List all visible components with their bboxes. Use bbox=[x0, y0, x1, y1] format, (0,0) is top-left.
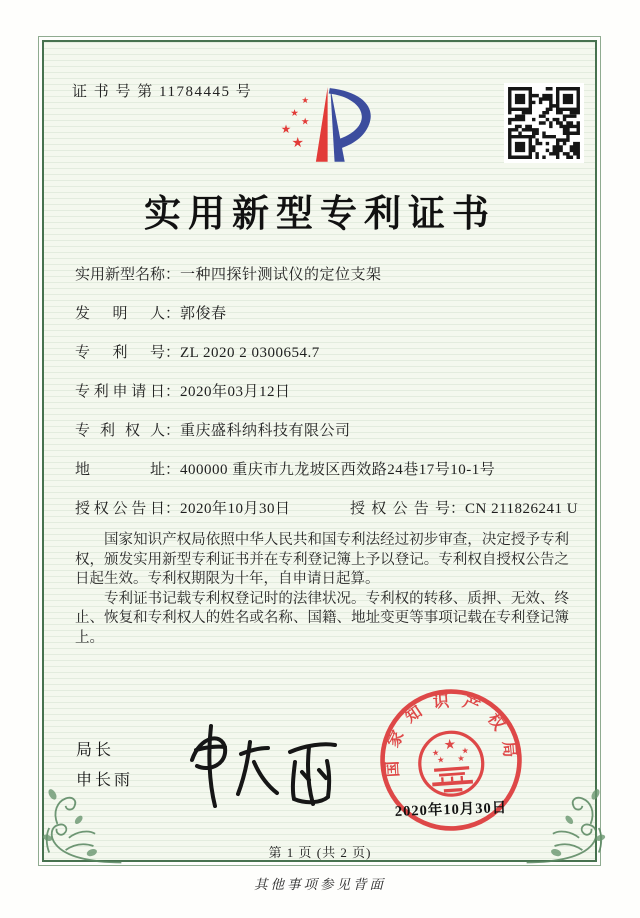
svg-text:★: ★ bbox=[291, 134, 304, 151]
field-inventor: 发明人：郭俊春 bbox=[75, 302, 575, 323]
svg-text:★: ★ bbox=[300, 116, 310, 128]
field-label: 授权公告号 bbox=[350, 501, 451, 517]
certificate-number: 证 书 号 第 11784445 号 bbox=[72, 84, 253, 100]
field-value: ZL 2020 2 0300654.7 bbox=[180, 345, 320, 361]
field-label: 实用新型名称 bbox=[75, 267, 166, 283]
director-signature-image bbox=[178, 720, 340, 810]
field-label: 专利申请日 bbox=[75, 384, 165, 400]
reverse-side-note: 其他事项参见背面 bbox=[254, 877, 386, 892]
field-grant-date-and-number: 授权公告日：2020年10月30日 授权公告号：CN 211826241 U bbox=[75, 497, 575, 518]
svg-text:★: ★ bbox=[290, 107, 299, 119]
field-label: 地址 bbox=[75, 462, 165, 478]
director-title: 局长 bbox=[76, 742, 115, 759]
svg-text:★: ★ bbox=[457, 752, 466, 764]
field-label: 专利号 bbox=[75, 345, 165, 361]
legal-text bbox=[75, 531, 569, 648]
field-value: 重庆盛科纳科技有限公司 bbox=[180, 423, 351, 439]
svg-text:★: ★ bbox=[443, 736, 457, 754]
field-label: 专利权人 bbox=[75, 423, 165, 439]
qr-code bbox=[504, 83, 584, 163]
field-value: 郭俊春 bbox=[180, 306, 227, 322]
cnipa-patent-logo-icon bbox=[272, 86, 379, 166]
certificate-title: 实用新型专利证书 bbox=[144, 194, 496, 235]
field-patentee: 专利权人：重庆盛科纳科技有限公司 bbox=[75, 419, 575, 440]
field-utility-model-name: 实用新型名称：一种四探针测试仪的定位支架 bbox=[75, 263, 575, 284]
national-emblem-icon bbox=[418, 730, 485, 797]
legal-paragraph-2: 专利证书记载专利权登记时的法律状况。专利权的转移、质押、无效、终止、恢复和专利权人的姓名或名称、国籍、地址变更等事项记载在专利登记簿上。 bbox=[75, 590, 569, 646]
seal-agency-text: 国家知识产权局 bbox=[383, 692, 519, 778]
field-address: 地址：400000 重庆市九龙坡区西效路24巷17号10-1号 bbox=[75, 458, 575, 479]
field-value: 2020年10月30日 bbox=[180, 501, 291, 517]
field-value: CN 211826241 U bbox=[465, 501, 579, 517]
page-number: 第 1 页 (共 2 页) bbox=[268, 845, 372, 860]
director-name: 申长雨 bbox=[76, 772, 134, 789]
field-value: 2020年03月12日 bbox=[180, 384, 291, 400]
svg-text:★: ★ bbox=[461, 745, 470, 756]
svg-text:★: ★ bbox=[436, 754, 445, 765]
svg-text:★: ★ bbox=[301, 96, 310, 107]
field-filing-date: 专利申请日：2020年03月12日 bbox=[75, 380, 575, 401]
field-value: 一种四探针测试仪的定位支架 bbox=[180, 267, 382, 283]
certificate-fields bbox=[75, 263, 579, 536]
field-label: 授权公告日 bbox=[75, 501, 165, 517]
field-value: 400000 重庆市九龙坡区西效路24巷17号10-1号 bbox=[180, 462, 496, 478]
field-label: 发明人 bbox=[75, 306, 165, 322]
svg-text:★: ★ bbox=[431, 747, 440, 758]
seal-date: 2020年10月30日 bbox=[394, 800, 508, 820]
legal-paragraph-1: 国家知识产权局依照中华人民共和国专利法经过初步审查，决定授予专利权，颁发实用新型专利证书并在专利登记簿上予以登记。专利权自授权公告之日起生效。专利权期限为十年，自申请日起算。 bbox=[75, 532, 569, 587]
field-patent-number: 专利号：ZL 2020 2 0300654.7 bbox=[75, 341, 575, 362]
svg-text:★: ★ bbox=[280, 121, 292, 136]
